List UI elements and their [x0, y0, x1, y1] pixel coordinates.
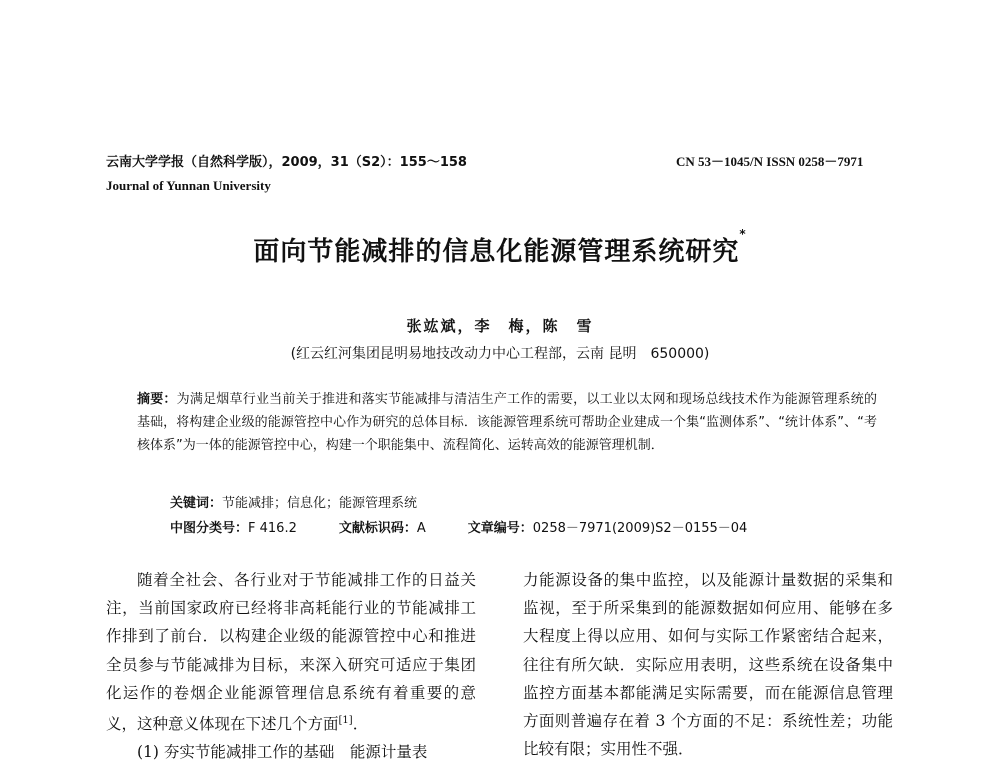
abstract-label: 摘要： [137, 392, 177, 407]
affiliation: (红云红河集团昆明易地技改动力中心工程部，云南 昆明 650000) [290, 346, 710, 362]
keywords [170, 492, 417, 511]
body-column-left [106, 566, 476, 767]
doc-code-label: 文献标识码： [338, 521, 417, 536]
body-paragraph: 力能源设备的集中监控，以及能源计量数据的采集和监视，至于所采集到的能源数据如何应用、能够在多大程度上得以应用、如何与实际工作紧密结合起来，往往有所欠缺．实际应用表明，这些系统在设备集中监控方面基本都能满足实际需要，而在能源信息管理方面则普遍存在着 3 个方面的不足：系统性差；功能比较有限；实用性不强． [523, 571, 893, 759]
body-paragraph [106, 566, 476, 738]
abstract-text: 为满足烟草行业当前关于推进和落实节能减排与清洁生产工作的需要，以工业以太网和现场总线技术作为能源管理系统的基础，将构建企业级的能源管控中心作为研究的总体目标．该能源管理系统可帮助企业建成一个集“监测体系”、“统计体系”、“考核体系”为一体的能源管控中心，构建一个职能集中、流程简化、运转高效的能源管理机制． [137, 392, 877, 453]
body-text-end: ． [352, 715, 369, 734]
clc-label: 中图分类号： [170, 521, 249, 536]
authors: 张竑斌，李 梅，陈 雪 [406, 317, 594, 335]
journal-issn: CN 53－1045/N ISSN 0258－7971 [676, 154, 864, 169]
paper-title [0, 227, 1000, 268]
abstract [137, 388, 877, 457]
article-no-value: 0258－7971(2009)S2－0155－04 [532, 521, 748, 536]
journal-citation: 云南大学学报（自然科学版），2009，31（S2）：155～158 [106, 155, 467, 170]
paper-title-text: 面向节能减排的信息化能源管理系统研究 [253, 237, 740, 267]
clc-value: F 416.2 [248, 521, 297, 536]
title-footnote-mark: * [739, 227, 747, 241]
doc-code-value: A [416, 521, 426, 536]
keywords-label: 关键词： [170, 496, 223, 511]
journal-name-en: Journal of Yunnan University [106, 178, 271, 193]
body-paragraph: (1) 夯实节能减排工作的基础 能源计量表 [137, 743, 428, 762]
article-no-label: 文章编号： [467, 521, 533, 536]
keywords-text: 节能减排；信息化；能源管理系统 [222, 496, 418, 511]
classification-line [170, 517, 747, 536]
body-column-right [523, 566, 893, 763]
body-text: 随着全社会、各行业对于节能减排工作的日益关注，当前国家政府已经将非高耗能行业的节能减排工作排到了前台．以构建企业级的能源管控中心和推进全员参与节能减排为目标，来深入研究可适应于集团化运作的卷烟企业能源管理信息系统有着重要的意义，这种意义体现在下述几个方面 [106, 571, 476, 734]
reference-mark: [1] [338, 715, 353, 727]
